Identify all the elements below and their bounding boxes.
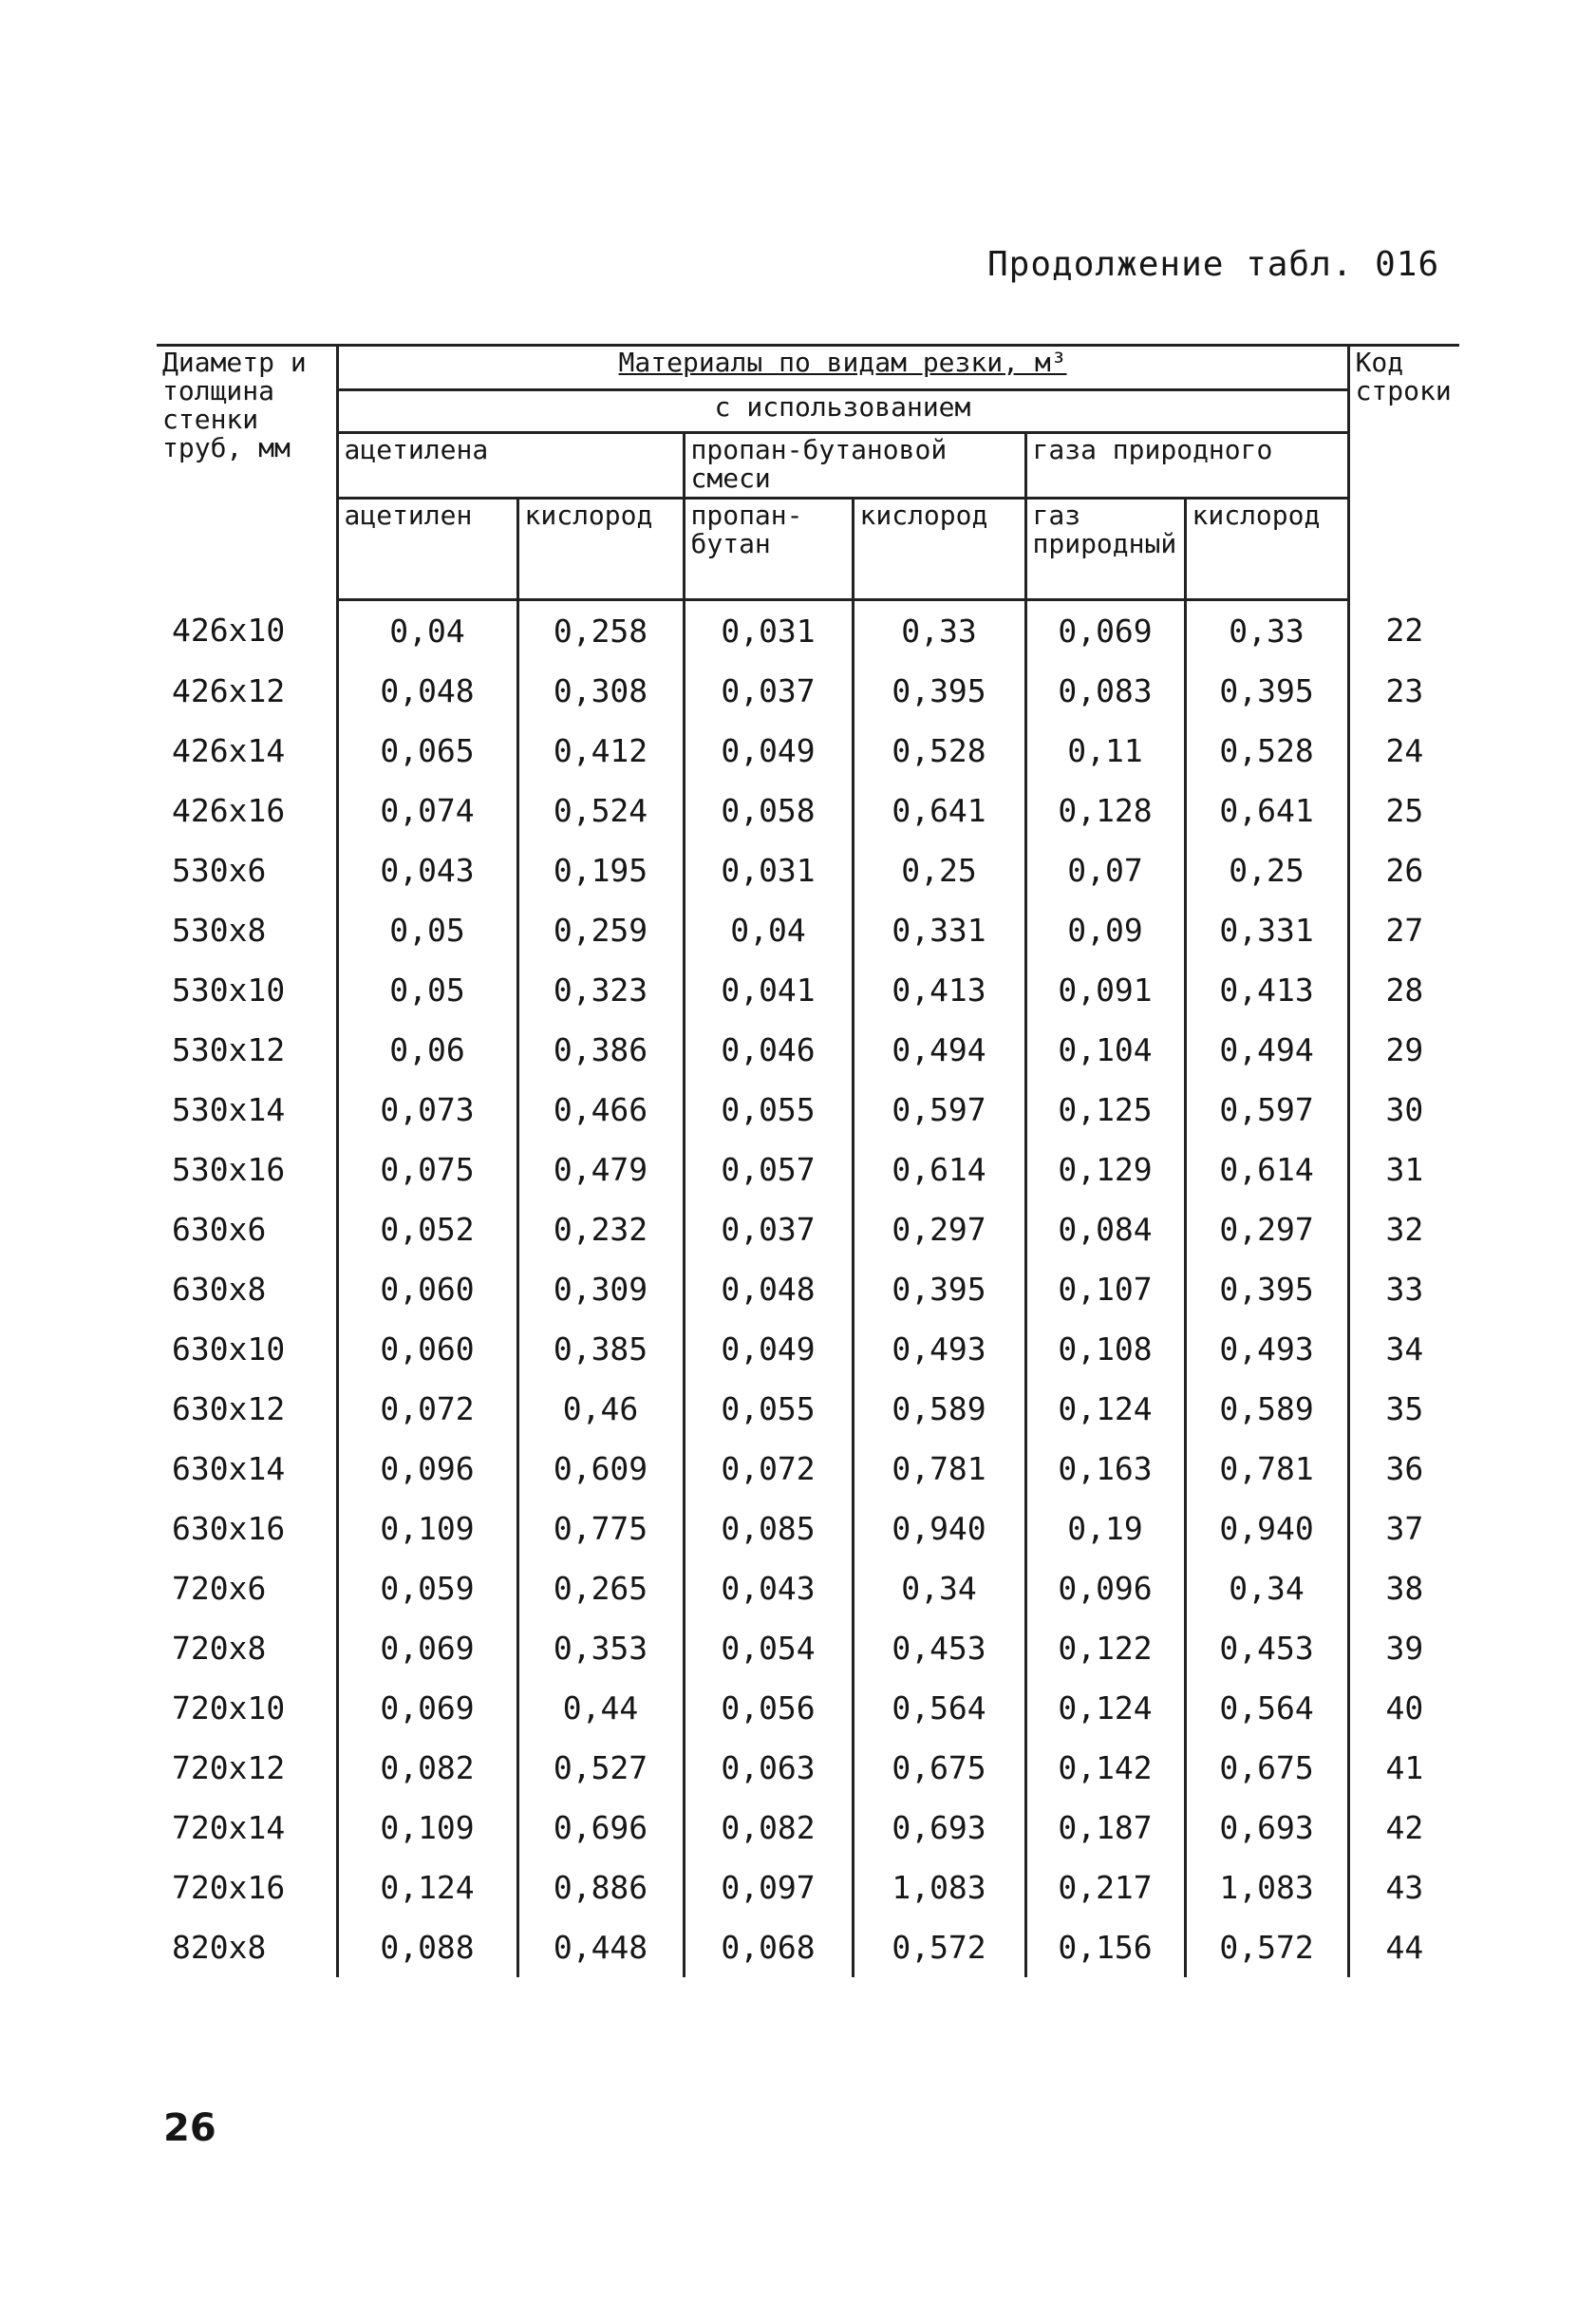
- table-row: [157, 600, 1459, 662]
- cell-row-code: 22: [1348, 600, 1459, 662]
- materials-table: [157, 344, 1459, 1977]
- cell-acetylene: 0,072: [337, 1379, 517, 1439]
- cell-natural-gas: 0,128: [1025, 781, 1185, 840]
- cell-acetylene: 0,096: [337, 1439, 517, 1499]
- cell-acetylene: 0,109: [337, 1499, 517, 1558]
- cell-diameter: 426x16: [157, 781, 337, 840]
- table-row: [157, 1199, 1459, 1259]
- cell-acetylene: 0,048: [337, 661, 517, 721]
- cell-propane-butane: 0,049: [684, 1319, 853, 1379]
- cell-row-code: 27: [1348, 900, 1459, 960]
- cell-diameter: 630x12: [157, 1379, 337, 1439]
- cell-oxygen-propane: 0,781: [853, 1439, 1025, 1499]
- header-materials-group: Материалы по видам резки, м³: [337, 346, 1348, 390]
- cell-row-code: 26: [1348, 840, 1459, 900]
- cell-oxygen-acetylene: 0,309: [517, 1259, 684, 1319]
- cell-acetylene: 0,075: [337, 1140, 517, 1199]
- cell-natural-gas: 0,09: [1025, 900, 1185, 960]
- cell-oxygen-propane: 0,33: [853, 600, 1025, 662]
- cell-oxygen-propane: 0,297: [853, 1199, 1025, 1259]
- cell-oxygen-propane: 0,940: [853, 1499, 1025, 1558]
- cell-oxygen-acetylene: 0,195: [517, 840, 684, 900]
- cell-oxygen-acetylene: 0,527: [517, 1738, 684, 1798]
- cell-oxygen-acetylene: 0,775: [517, 1499, 684, 1558]
- subheader-acetylene: ацетилен: [337, 499, 517, 600]
- cell-acetylene: 0,06: [337, 1020, 517, 1080]
- cell-diameter: 720x14: [157, 1798, 337, 1858]
- cell-natural-gas: 0,069: [1025, 600, 1185, 662]
- cell-diameter: 530x12: [157, 1020, 337, 1080]
- cell-diameter: 720x6: [157, 1558, 337, 1618]
- cell-oxygen-propane: 0,614: [853, 1140, 1025, 1199]
- cell-oxygen-acetylene: 0,259: [517, 900, 684, 960]
- cell-propane-butane: 0,097: [684, 1858, 853, 1917]
- cell-diameter: 530x8: [157, 900, 337, 960]
- cell-diameter: 426x12: [157, 661, 337, 721]
- cell-propane-butane: 0,043: [684, 1558, 853, 1618]
- cell-natural-gas: 0,125: [1025, 1080, 1185, 1140]
- cell-row-code: 35: [1348, 1379, 1459, 1439]
- cell-propane-butane: 0,055: [684, 1080, 853, 1140]
- table-caption: Продолжение табл. 016: [987, 245, 1440, 284]
- subheader-natural-gas: газ природный: [1025, 499, 1185, 600]
- table-row: [157, 721, 1459, 781]
- cell-row-code: 25: [1348, 781, 1459, 840]
- cell-oxygen-gas: 0,493: [1219, 1330, 1314, 1368]
- cell-row-code: 40: [1348, 1678, 1459, 1738]
- cell-diameter: 820x8: [157, 1917, 337, 1977]
- cell-diameter: 426x10: [157, 600, 337, 662]
- cell-oxygen-acetylene: 0,696: [517, 1798, 684, 1858]
- cell-oxygen-acetylene: 0,265: [517, 1558, 684, 1618]
- cell-oxygen-acetylene: 0,466: [517, 1080, 684, 1140]
- cell-natural-gas: 0,163: [1025, 1439, 1185, 1499]
- cell-row-code: 36: [1348, 1439, 1459, 1499]
- table-row: [157, 1499, 1459, 1558]
- cell-row-code: 28: [1348, 960, 1459, 1020]
- table-row: [157, 1259, 1459, 1319]
- cell-oxygen-acetylene: 0,524: [517, 781, 684, 840]
- table-row: [157, 1917, 1459, 1977]
- cell-acetylene: 0,052: [337, 1199, 517, 1259]
- table-row: [157, 1140, 1459, 1199]
- cell-natural-gas: 0,129: [1025, 1140, 1185, 1199]
- cell-diameter: 530x16: [157, 1140, 337, 1199]
- table-row: [157, 1678, 1459, 1738]
- subheader-oxygen-1: кислород: [517, 499, 684, 600]
- cell-oxygen-acetylene: 0,412: [517, 721, 684, 781]
- header-propane-butane: пропан-бутановой смеси: [684, 433, 1025, 499]
- cell-propane-butane: 0,041: [684, 960, 853, 1020]
- cell-natural-gas: 0,107: [1025, 1259, 1185, 1319]
- cell-oxygen-gas: 0,572: [1219, 1929, 1314, 1966]
- table-row: [157, 1858, 1459, 1917]
- cell-propane-butane: 0,057: [684, 1140, 853, 1199]
- cell-oxygen-propane: 0,641: [853, 781, 1025, 840]
- cell-oxygen-gas: 0,395: [1219, 672, 1314, 709]
- cell-oxygen-propane: 0,572: [853, 1917, 1025, 1977]
- cell-oxygen-gas: 0,453: [1219, 1630, 1314, 1667]
- cell-acetylene: 0,043: [337, 840, 517, 900]
- cell-acetylene: 0,088: [337, 1917, 517, 1977]
- cell-oxygen-propane: 0,395: [853, 1259, 1025, 1319]
- cell-oxygen-gas: 0,781: [1219, 1450, 1314, 1487]
- cell-oxygen-acetylene: 0,386: [517, 1020, 684, 1080]
- cell-oxygen-propane: 0,25: [853, 840, 1025, 900]
- cell-row-code: 30: [1348, 1080, 1459, 1140]
- cell-oxygen-acetylene: 0,44: [517, 1678, 684, 1738]
- header-diameter: Диаметр и толщина стенки труб, мм: [157, 346, 337, 600]
- cell-oxygen-propane: 0,413: [853, 960, 1025, 1020]
- cell-diameter: 530x10: [157, 960, 337, 1020]
- cell-oxygen-acetylene: 0,886: [517, 1858, 684, 1917]
- cell-propane-butane: 0,063: [684, 1738, 853, 1798]
- table-row: [157, 661, 1459, 721]
- cell-oxygen-gas: 0,331: [1219, 912, 1314, 949]
- cell-natural-gas: 0,108: [1025, 1319, 1185, 1379]
- header-usage: с использованием: [337, 390, 1348, 433]
- cell-acetylene: 0,059: [337, 1558, 517, 1618]
- cell-oxygen-propane: 1,083: [853, 1858, 1025, 1917]
- cell-row-code: 33: [1348, 1259, 1459, 1319]
- subheader-propane-butane: пропан-бутан: [684, 499, 853, 600]
- cell-diameter: 426x14: [157, 721, 337, 781]
- cell-natural-gas: 0,083: [1025, 661, 1185, 721]
- table-row: [157, 1379, 1459, 1439]
- cell-oxygen-gas: 0,641: [1219, 792, 1314, 829]
- cell-oxygen-acetylene: 0,609: [517, 1439, 684, 1499]
- table-row: [157, 1738, 1459, 1798]
- cell-diameter: 720x10: [157, 1678, 337, 1738]
- cell-oxygen-gas: 0,33: [1229, 613, 1305, 650]
- cell-propane-butane: 0,058: [684, 781, 853, 840]
- table-row: [157, 1558, 1459, 1618]
- cell-propane-butane: 0,037: [684, 1199, 853, 1259]
- subheader-oxygen-2: кислород: [853, 499, 1025, 600]
- cell-natural-gas: 0,217: [1025, 1858, 1185, 1917]
- cell-natural-gas: 0,19: [1025, 1499, 1185, 1558]
- cell-oxygen-propane: 0,564: [853, 1678, 1025, 1738]
- cell-propane-butane: 0,054: [684, 1618, 853, 1678]
- page-number: 26: [163, 2106, 216, 2150]
- cell-oxygen-propane: 0,528: [853, 721, 1025, 781]
- cell-row-code: 41: [1348, 1738, 1459, 1798]
- table-row: [157, 781, 1459, 840]
- cell-acetylene: 0,074: [337, 781, 517, 840]
- cell-row-code: 44: [1348, 1917, 1459, 1977]
- cell-oxygen-acetylene: 0,323: [517, 960, 684, 1020]
- cell-natural-gas: 0,07: [1025, 840, 1185, 900]
- cell-diameter: 630x14: [157, 1439, 337, 1499]
- table-row: [157, 960, 1459, 1020]
- cell-oxygen-propane: 0,453: [853, 1618, 1025, 1678]
- cell-acetylene: 0,05: [337, 900, 517, 960]
- table-row: [157, 1798, 1459, 1858]
- cell-diameter: 720x12: [157, 1738, 337, 1798]
- cell-oxygen-gas: 0,597: [1219, 1091, 1314, 1128]
- table-row: [157, 900, 1459, 960]
- header-acetylene: ацетилена: [337, 433, 684, 499]
- cell-natural-gas: 0,187: [1025, 1798, 1185, 1858]
- cell-oxygen-acetylene: 0,385: [517, 1319, 684, 1379]
- cell-oxygen-gas: 0,395: [1219, 1271, 1314, 1308]
- cell-oxygen-propane: 0,395: [853, 661, 1025, 721]
- cell-oxygen-gas: 0,25: [1229, 852, 1305, 889]
- cell-row-code: 37: [1348, 1499, 1459, 1558]
- cell-diameter: 630x16: [157, 1499, 337, 1558]
- cell-natural-gas: 0,091: [1025, 960, 1185, 1020]
- cell-propane-butane: 0,04: [684, 900, 853, 960]
- cell-propane-butane: 0,037: [684, 661, 853, 721]
- cell-acetylene: 0,04: [337, 600, 517, 662]
- cell-acetylene: 0,05: [337, 960, 517, 1020]
- cell-oxygen-acetylene: 0,448: [517, 1917, 684, 1977]
- header-natural-gas: газа природного: [1025, 433, 1348, 499]
- table-body: [157, 600, 1459, 1978]
- cell-oxygen-propane: 0,34: [853, 1558, 1025, 1618]
- table-row: [157, 1439, 1459, 1499]
- subheader-oxygen-3: кислород: [1185, 499, 1348, 600]
- cell-oxygen-acetylene: 0,258: [517, 600, 684, 662]
- cell-natural-gas: 0,104: [1025, 1020, 1185, 1080]
- header-code: Код строки: [1348, 346, 1459, 600]
- cell-oxygen-gas: 0,413: [1219, 972, 1314, 1009]
- cell-acetylene: 0,060: [337, 1319, 517, 1379]
- cell-acetylene: 0,060: [337, 1259, 517, 1319]
- cell-propane-butane: 0,031: [684, 840, 853, 900]
- cell-oxygen-gas: 0,675: [1219, 1749, 1314, 1786]
- cell-oxygen-gas: 0,34: [1229, 1570, 1305, 1607]
- cell-oxygen-gas: 0,589: [1219, 1390, 1314, 1427]
- cell-oxygen-gas: 0,297: [1219, 1211, 1314, 1248]
- cell-diameter: 530x6: [157, 840, 337, 900]
- cell-propane-butane: 0,056: [684, 1678, 853, 1738]
- cell-diameter: 530x14: [157, 1080, 337, 1140]
- cell-propane-butane: 0,068: [684, 1917, 853, 1977]
- cell-row-code: 39: [1348, 1618, 1459, 1678]
- table-row: [157, 1020, 1459, 1080]
- cell-row-code: 34: [1348, 1319, 1459, 1379]
- cell-natural-gas: 0,156: [1025, 1917, 1185, 1977]
- cell-oxygen-propane: 0,693: [853, 1798, 1025, 1858]
- cell-acetylene: 0,124: [337, 1858, 517, 1917]
- cell-row-code: 38: [1348, 1558, 1459, 1618]
- cell-oxygen-gas: 1,083: [1219, 1869, 1314, 1906]
- cell-diameter: 720x8: [157, 1618, 337, 1678]
- cell-oxygen-acetylene: 0,308: [517, 661, 684, 721]
- cell-acetylene: 0,069: [337, 1678, 517, 1738]
- table-row: [157, 1618, 1459, 1678]
- cell-propane-butane: 0,082: [684, 1798, 853, 1858]
- cell-propane-butane: 0,055: [684, 1379, 853, 1439]
- table-row: [157, 840, 1459, 900]
- cell-natural-gas: 0,142: [1025, 1738, 1185, 1798]
- cell-oxygen-propane: 0,597: [853, 1080, 1025, 1140]
- cell-natural-gas: 0,11: [1025, 721, 1185, 781]
- cell-propane-butane: 0,031: [684, 600, 853, 662]
- cell-diameter: 630x10: [157, 1319, 337, 1379]
- cell-acetylene: 0,069: [337, 1618, 517, 1678]
- cell-oxygen-acetylene: 0,479: [517, 1140, 684, 1199]
- cell-oxygen-gas: 0,494: [1219, 1031, 1314, 1068]
- cell-oxygen-gas: 0,940: [1219, 1510, 1314, 1547]
- cell-row-code: 43: [1348, 1858, 1459, 1917]
- cell-natural-gas: 0,096: [1025, 1558, 1185, 1618]
- cell-row-code: 31: [1348, 1140, 1459, 1199]
- cell-oxygen-propane: 0,331: [853, 900, 1025, 960]
- cell-acetylene: 0,073: [337, 1080, 517, 1140]
- cell-propane-butane: 0,048: [684, 1259, 853, 1319]
- cell-row-code: 29: [1348, 1020, 1459, 1080]
- cell-oxygen-gas: 0,693: [1219, 1809, 1314, 1846]
- cell-row-code: 42: [1348, 1798, 1459, 1858]
- cell-natural-gas: 0,084: [1025, 1199, 1185, 1259]
- cell-oxygen-acetylene: 0,232: [517, 1199, 684, 1259]
- cell-natural-gas: 0,124: [1025, 1379, 1185, 1439]
- cell-propane-butane: 0,072: [684, 1439, 853, 1499]
- cell-row-code: 32: [1348, 1199, 1459, 1259]
- cell-oxygen-gas: 0,564: [1219, 1689, 1314, 1726]
- cell-oxygen-gas: 0,528: [1219, 732, 1314, 769]
- cell-oxygen-acetylene: 0,353: [517, 1618, 684, 1678]
- cell-acetylene: 0,109: [337, 1798, 517, 1858]
- cell-propane-butane: 0,085: [684, 1499, 853, 1558]
- cell-oxygen-propane: 0,494: [853, 1020, 1025, 1080]
- cell-oxygen-acetylene: 0,46: [517, 1379, 684, 1439]
- table-row: [157, 1319, 1459, 1379]
- cell-diameter: 630x6: [157, 1199, 337, 1259]
- cell-row-code: 24: [1348, 721, 1459, 781]
- cell-propane-butane: 0,046: [684, 1020, 853, 1080]
- cell-propane-butane: 0,049: [684, 721, 853, 781]
- cell-diameter: 630x8: [157, 1259, 337, 1319]
- cell-natural-gas: 0,124: [1025, 1678, 1185, 1738]
- cell-row-code: 23: [1348, 661, 1459, 721]
- cell-oxygen-propane: 0,675: [853, 1738, 1025, 1798]
- cell-natural-gas: 0,122: [1025, 1618, 1185, 1678]
- table-row: [157, 1080, 1459, 1140]
- cell-oxygen-propane: 0,493: [853, 1319, 1025, 1379]
- cell-acetylene: 0,082: [337, 1738, 517, 1798]
- cell-acetylene: 0,065: [337, 721, 517, 781]
- cell-diameter: 720x16: [157, 1858, 337, 1917]
- cell-oxygen-gas: 0,614: [1219, 1151, 1314, 1188]
- cell-oxygen-propane: 0,589: [853, 1379, 1025, 1439]
